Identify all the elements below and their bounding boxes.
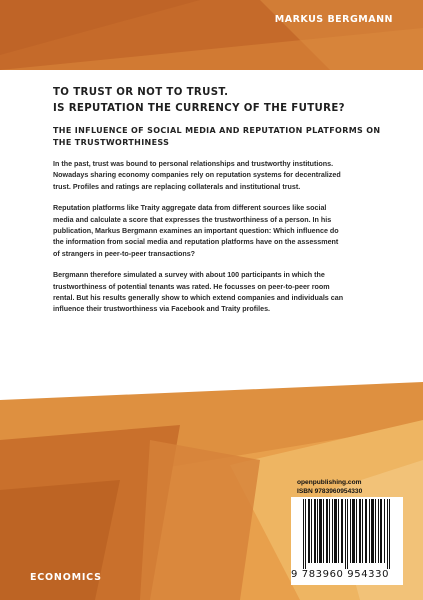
author-name: MARKUS BERGMANN — [274, 14, 393, 25]
paragraph-line: publication, Markus Bergmann examines an important question: Which influence do — [53, 227, 339, 236]
paragraph-line: trustworthiness of potential tenants was rated. He focusses on peer-to-peer room — [53, 282, 330, 291]
barcode — [291, 497, 403, 585]
paragraph-line: Bergmann therefore simulated a survey with about 100 participants in which the — [53, 271, 325, 280]
book-subtitle — [53, 125, 388, 149]
publisher-website: openpublishing.com — [297, 479, 362, 486]
barcode-bars — [299, 499, 399, 569]
isbn-text: ISBN 9783960954330 — [297, 488, 363, 495]
top-band-graphic — [0, 0, 423, 70]
paragraph-2 — [53, 203, 388, 260]
publisher-info — [297, 478, 362, 496]
paragraph-line: the information from social media and reputation platforms have on the assessment — [53, 238, 339, 247]
barcode-digits: 9 783960 954330 — [291, 569, 390, 580]
subtitle-line: THE TRUSTWORTHINESS — [53, 138, 170, 147]
paragraph-line: rental. But his results generally show to which extend companies and individuals can — [53, 294, 344, 303]
top-band — [0, 0, 423, 70]
paragraph-line: influence their trustworthiness via Facebook and Traity profiles. — [53, 305, 271, 314]
description-block — [53, 85, 388, 316]
title-line: TO TRUST OR NOT TO TRUST. — [53, 87, 229, 98]
paragraph-line: media and calculate a score that expresses the trustworthiness of a person. In his — [53, 215, 332, 224]
subtitle-line: THE INFLUENCE OF SOCIAL MEDIA AND REPUTATION PLATFORMS ON — [53, 126, 381, 135]
paragraph-line: of strangers in peer-to-peer transactions? — [53, 249, 196, 258]
title-line: IS REPUTATION THE CURRENCY OF THE FUTURE? — [53, 103, 345, 114]
book-title — [53, 85, 388, 117]
paragraph-3 — [53, 270, 388, 316]
paragraph-line: Reputation platforms like Traity aggregate data from different sources like social — [53, 204, 327, 213]
category-label: ECONOMICS — [30, 572, 102, 583]
paragraph-line: In the past, trust was bound to personal relationships and trustworthy institutions. — [53, 160, 334, 168]
paragraph-line: Nowadays sharing economy companies rely on reputation systems for decentralized — [53, 171, 341, 180]
paragraph-line: trust. Profiles and ratings are replacing collaterals and institutional trust. — [53, 182, 301, 191]
paragraph-1 — [53, 159, 388, 193]
